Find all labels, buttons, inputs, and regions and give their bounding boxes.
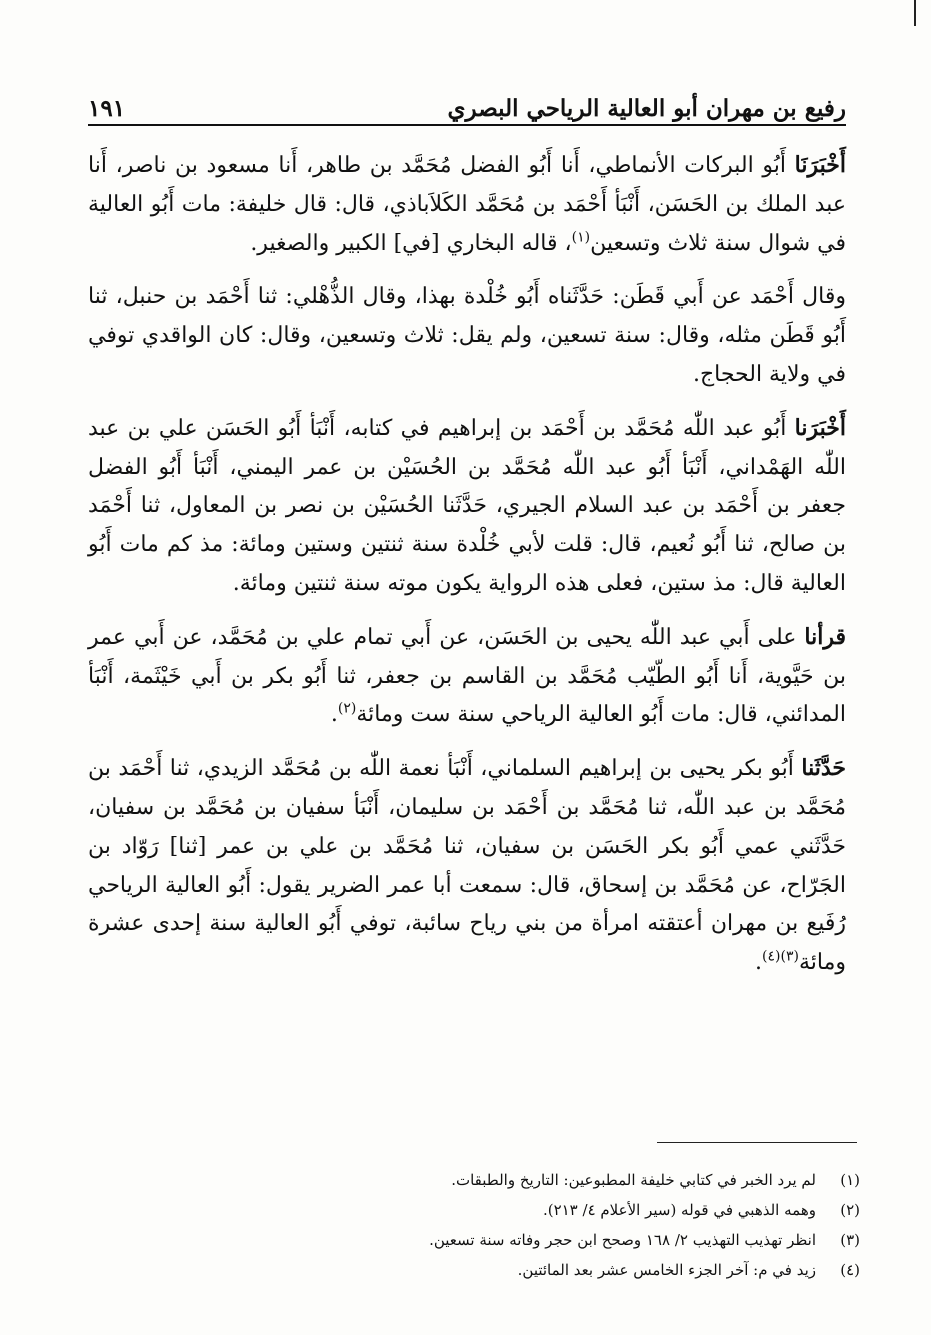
footnote-ref: (٢) <box>337 701 357 718</box>
paragraph-tail: . <box>755 950 763 976</box>
footnote-rule <box>657 1142 857 1143</box>
paragraph-1 <box>88 146 846 263</box>
footnote-text: وهمه الذهبي في قوله (سير الأعلام ٤/ ٢١٣). <box>542 1201 816 1219</box>
paragraph-lead: حَدَّثَنا <box>801 755 846 782</box>
paragraph-lead: أَخْبَرَنَا <box>794 152 846 178</box>
footnote-1 <box>300 1165 860 1195</box>
paragraph-tail: ، قاله البخاري [في] الكبير والصغير. <box>250 230 572 256</box>
footnote-text: زيد في م: آخر الجزء الخامس عشر بعد المائتين. <box>517 1261 816 1279</box>
paragraph-tail: . <box>330 702 338 728</box>
paragraph-2 <box>88 277 846 394</box>
footnote-number: (٢) <box>840 1201 860 1219</box>
running-header <box>88 86 846 122</box>
page-number: ١٩١ <box>88 95 126 122</box>
footnote-text: انظر تهذيب التهذيب ٢/ ١٦٨ وصحح ابن حجر وفاته سنة تسعين. <box>429 1231 816 1249</box>
paragraph-5 <box>88 749 846 983</box>
paragraph-text: أَبُو بكر يحيى بن إبراهيم السلماني، أَنْبَأ نعمة اللّٰه بن مُحَمَّد الزيدي، ثنا أَحْمَد بن مُحَمَّد بن عبد اللّٰه، ثنا مُحَمَّد بن أَحْمَد بن سليمان، أَنْبَأ سفيان بن مُحَمَّد بن سفيان، حَدَّثَني عمي أَبُو بكر الحَسَن بن سفيان، ثنا مُحَمَّد بن علي بن عمر [ثنا] رَوّاد بن الجَرّاح، عن مُحَمَّد بن إسحاق، قال: سمعت أبا عمر الضرير يقول: أَبُو العالية الرياحي رُفَيع بن مهران أعتقته امرأة من بني رياح سائبة، توفي أَبُو العالية سنة إحدى عشرة ومائة <box>88 756 846 976</box>
paragraph-4 <box>88 618 846 735</box>
paragraph-text: أَبُو البركات الأنماطي، أَنا أَبُو الفضل مُحَمَّد بن طاهر، أَنا مسعود بن ناصر، أَنا عبد الملك بن الحَسَن، أَنْبَأ أَحْمَد بن مُحَمَّد الكَلاَباذي، قال: قال خليفة: مات أَبُو العالية في شوال سنة ثلاث وتسعين <box>88 153 846 256</box>
paragraph-lead: أَخْبَرَنا <box>794 414 846 441</box>
paragraph-3 <box>88 409 846 604</box>
footnotes <box>300 1165 860 1285</box>
scan-mark <box>914 0 916 26</box>
footnote-number: (١) <box>840 1171 860 1189</box>
paragraph-lead: قرأنا <box>804 623 846 650</box>
header-rule <box>88 124 846 126</box>
footnote-text: لم يرد الخبر في كتابي خليفة المطبوعين: التاريخ والطبقات. <box>451 1171 816 1189</box>
footnote-ref: (٣)(٤) <box>762 948 799 965</box>
main-text <box>88 146 846 997</box>
footnote-number: (٤) <box>840 1261 860 1279</box>
footnote-2 <box>300 1195 860 1225</box>
paragraph-text: أَبُو عبد اللّٰه مُحَمَّد بن أَحْمَد بن إبراهيم في كتابه، أَنْبَأ أَبُو الحَسَن علي بن عبد اللّٰه الهَمْداني، أَنْبَأ أَبُو عبد اللّٰه مُحَمَّد بن الحُسَيْن بن عمر اليمني، أَنْبَأ أَبُو الفضل جعفر بن أَحْمَد بن عبد السلام الجيري، حَدَّثَنا الحُسَيْن بن نصر بن المعاول، ثنا أَحْمَد بن صالح، ثنا أَبُو نُعيم، قال: قلت لأبي خُلْدة سنة ثنتين وستين ومائة: مذ كم مات أَبُو العالية قال: مذ ستين، فعلى هذه الرواية يكون موته سنة ثنتين ومائة. <box>88 415 846 596</box>
paragraph-text: على أَبي عبد اللّٰه يحيى بن الحَسَن، عن أَبي تمام علي بن مُحَمَّد، عن أَبي عمر بن حَيَّوية، أَنا أَبُو الطّيّب مُحَمَّد بن القاسم بن جعفر، ثنا أَبُو بكر بن أَبي خَيْثَمة، أَنْبَأ المدائني، قال: مات أَبُو العالية الرياحي سنة ست ومائة <box>88 624 846 728</box>
paragraph-text: وقال أَحْمَد عن أَبي قَطَن: حَدَّثَناه أَبُو خُلْدة بهذا، وقال الذُّهْلي: ثنا أَحْمَد بن حنبل، ثنا أَبُو قَطَن مثله، وقال: سنة تسعين، ولم يقل: ثلاث وتسعين، وقال: كان الواقدي توفي في ولاية الحجاج. <box>88 284 846 387</box>
footnote-4 <box>300 1255 860 1285</box>
footnote-3 <box>300 1225 860 1255</box>
running-title: رفيع بن مهران أبو العالية الرياحي البصري <box>447 95 846 122</box>
footnote-ref: (١) <box>571 229 591 246</box>
footnote-number: (٣) <box>840 1231 860 1249</box>
